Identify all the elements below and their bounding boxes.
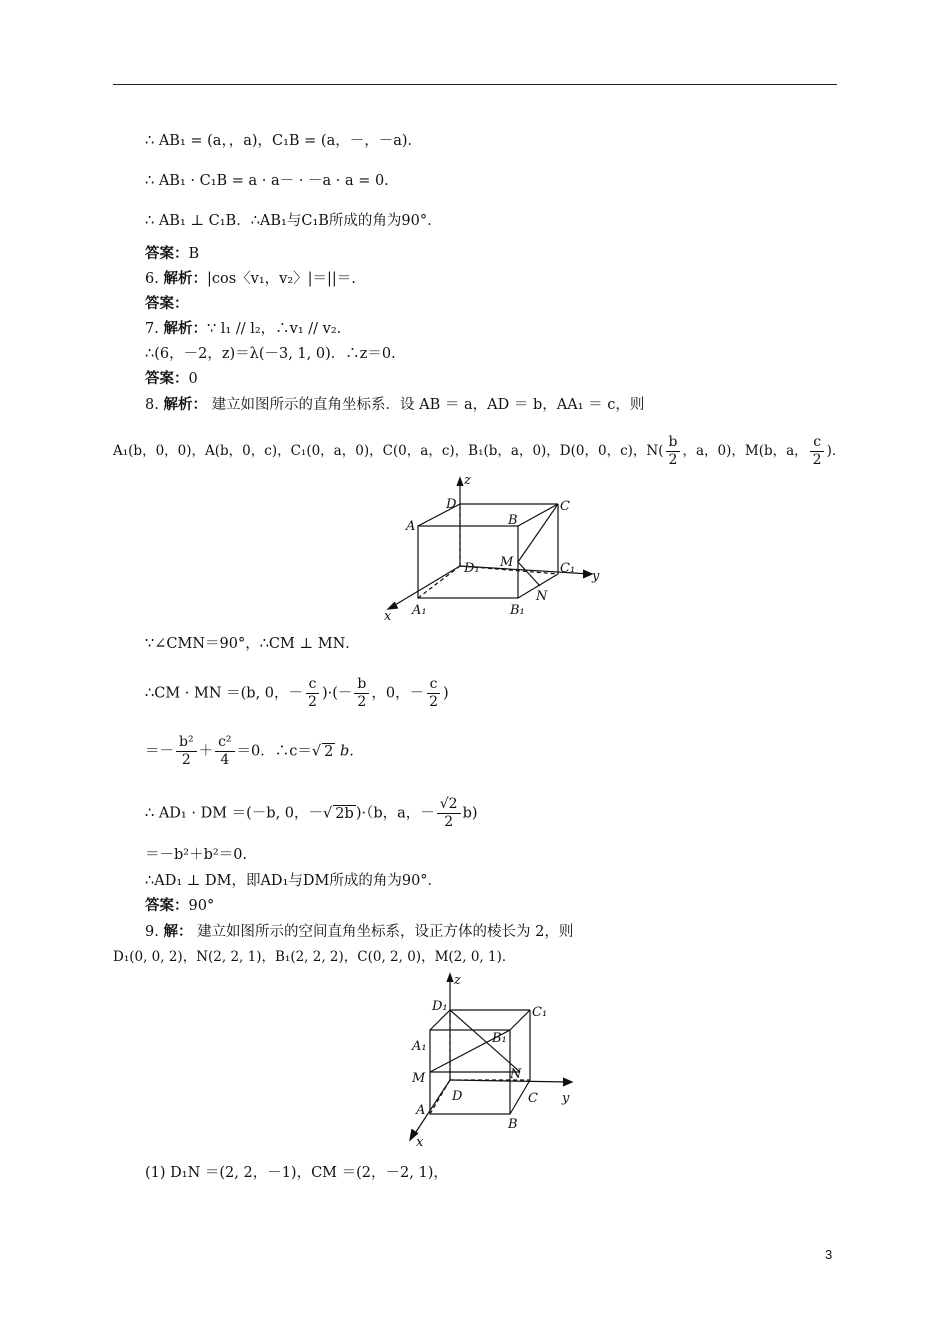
text-line: (1) D₁N ＝(2, 2，－1)，CM ＝(2，－2, 1)，: [145, 1165, 448, 1181]
header-rule: [113, 84, 837, 85]
label-n: N: [510, 1067, 522, 1082]
question-number: 7.: [145, 321, 159, 337]
math-part: ＋: [198, 743, 214, 760]
axis-z: z: [464, 474, 471, 488]
math-part: )·(－: [321, 685, 353, 702]
math-part: b): [462, 805, 478, 822]
label-b: B: [508, 513, 518, 528]
math-line: ∴ AD₁ · DM ＝(－b, 0，－√ 2b )·（b，a，－ $\frac{√2}{2}$ b): [145, 796, 478, 830]
denominator: 2: [357, 694, 367, 710]
axis-x: x: [416, 1135, 424, 1150]
denominator: 2: [308, 694, 317, 710]
analysis-text: |cos〈v₁，v₂〉|＝||＝.: [206, 271, 356, 287]
fraction: [305, 676, 320, 711]
question-number: 6.: [145, 271, 159, 287]
text-line: ∴(6，－2，z)＝λ(－3, 1, 0)．∴z＝0.: [145, 346, 396, 362]
answer-value: B: [188, 246, 200, 262]
label-m: M: [500, 555, 514, 570]
label-b1: B₁: [492, 1031, 507, 1046]
answer-label: 答案：: [145, 296, 189, 312]
point-n-tail: ，a，0)，: [682, 443, 745, 459]
answer-7: [145, 369, 198, 389]
analysis-label: 解析：: [163, 397, 207, 413]
math-line: [145, 676, 449, 711]
label-b: B: [508, 1117, 518, 1132]
axis-y: y: [562, 1091, 570, 1106]
question-7: [145, 319, 341, 339]
text-line: ∴AD₁ ⊥ DM，即AD₁与DM所成的角为90°．: [145, 873, 443, 889]
question-number: 9.: [145, 924, 159, 940]
label-d: D: [452, 1089, 463, 1104]
text-line: ＝－b²＋b²＝0.: [145, 847, 248, 863]
label-m: M: [412, 1071, 426, 1086]
denominator: 2: [444, 814, 454, 830]
label-c: C: [560, 499, 570, 514]
sqrt-radicand: 2: [324, 743, 334, 760]
label-d: D: [446, 497, 457, 512]
label-a1: A₁: [412, 603, 427, 618]
denominator: 4: [220, 752, 230, 768]
point-n: N(: [646, 443, 664, 459]
answer-label: 答案：: [145, 898, 189, 914]
answer-5: [145, 244, 199, 264]
answer-value: 90°: [188, 898, 215, 914]
text-line: ∴ AB₁ ⊥ C₁B．∴AB₁与C₁B所成的角为90°．: [145, 213, 442, 229]
label-c1: C₁: [532, 1005, 548, 1020]
axis-x: x: [384, 609, 392, 624]
page-number: 3: [825, 1247, 833, 1262]
answer-label: 答案：: [145, 371, 189, 387]
math-part: ，0，－: [371, 685, 425, 702]
label-c1: C₁: [560, 561, 576, 576]
point-m: M(b，a，: [744, 443, 808, 459]
math-part: )·（b，a，－: [355, 805, 435, 822]
math-line: ＝－ $\frac{\text{b²}}{2}$ ＋ $\frac{\text{c²}}{4}$ ＝0．∴c＝√ 2 b.: [145, 734, 354, 768]
math-part: b.: [339, 743, 354, 760]
sqrt-radicand: 2b: [335, 805, 354, 822]
math-part: ＝0．∴c＝: [236, 743, 312, 760]
fraction: [354, 676, 369, 711]
label-a: A: [416, 1103, 426, 1118]
answer-8: [145, 896, 214, 916]
question-6: [145, 269, 356, 289]
math-part: ∴CM · MN ＝(b, 0，－: [145, 685, 304, 702]
fraction: [426, 676, 441, 711]
label-n: N: [536, 589, 548, 604]
answer-6: [145, 294, 189, 314]
analysis-text: ∵ l₁ // l₂，∴v₁ // v₂.: [206, 321, 342, 337]
label-c: C: [528, 1091, 538, 1106]
fraction: [437, 796, 461, 831]
solution-label: 解：: [163, 924, 193, 940]
question-9: [145, 922, 573, 942]
math-part: ): [443, 685, 449, 702]
label-a: A: [406, 519, 416, 534]
figure-cube-2: [400, 970, 590, 1152]
denominator: 2: [429, 694, 439, 710]
denominator: 2: [812, 452, 822, 468]
denominator: 2: [181, 752, 191, 768]
numerator: c: [306, 676, 320, 694]
denominator: 2: [668, 452, 678, 468]
question-8: [145, 395, 644, 415]
fraction: [176, 734, 197, 769]
analysis-label: 解析：: [163, 271, 207, 287]
numerator: c: [810, 434, 824, 452]
label-d1: D₁: [432, 999, 448, 1014]
question-number: 8.: [145, 397, 159, 413]
text-line: ∴ AB₁ = (a，，a)，C₁B = (a，－，－a)．: [145, 133, 423, 149]
text-line: ∵∠CMN＝90°，∴CM ⊥ MN．: [145, 636, 360, 652]
figure-cuboid-1: [380, 474, 610, 624]
math-part: ∴ AD₁ · DM ＝(－b, 0，－: [145, 805, 324, 822]
numerator: b: [354, 676, 369, 694]
fraction: [810, 434, 825, 469]
text-line: D₁(0, 0, 2)，N(2, 2, 1)，B₁(2, 2, 2)，C(0, 2, 0)，M(2, 0, 1)．: [113, 949, 516, 965]
numerator: b²: [176, 734, 197, 752]
math-part: ＝－: [145, 743, 174, 760]
numerator: b: [666, 434, 681, 452]
text-line: ∴ AB₁ · C₁B = a · a－ · －a · a = 0.: [145, 173, 389, 189]
numerator: c: [427, 676, 441, 694]
fraction: [666, 434, 681, 469]
analysis-label: 解析：: [163, 321, 207, 337]
question-8-coords: [113, 434, 845, 469]
label-d1: D₁: [464, 561, 480, 576]
point-m-tail: )．: [826, 443, 846, 459]
numerator: c²: [215, 734, 234, 752]
fraction: [215, 734, 234, 769]
answer-value: 0: [188, 371, 198, 387]
analysis-text: 建立如图所示的直角坐标系．设 AB ＝ a，AD ＝ b，AA₁ ＝ c，则: [211, 397, 645, 413]
answer-label: 答案：: [145, 246, 189, 262]
solution-text: 建立如图所示的空间直角坐标系，设正方体的棱长为 2，则: [197, 924, 574, 940]
axis-y: y: [592, 569, 600, 584]
coordinates: A₁(b，0，0)，A(b，0，c)，C₁(0，a，0)，C(0，a，c)，B₁(b，a，0)，D(0，0，c)，: [113, 443, 647, 459]
axis-z: z: [454, 973, 461, 988]
label-a1: A₁: [412, 1039, 427, 1054]
label-b1: B₁: [510, 603, 525, 618]
numerator: √2: [437, 796, 461, 814]
